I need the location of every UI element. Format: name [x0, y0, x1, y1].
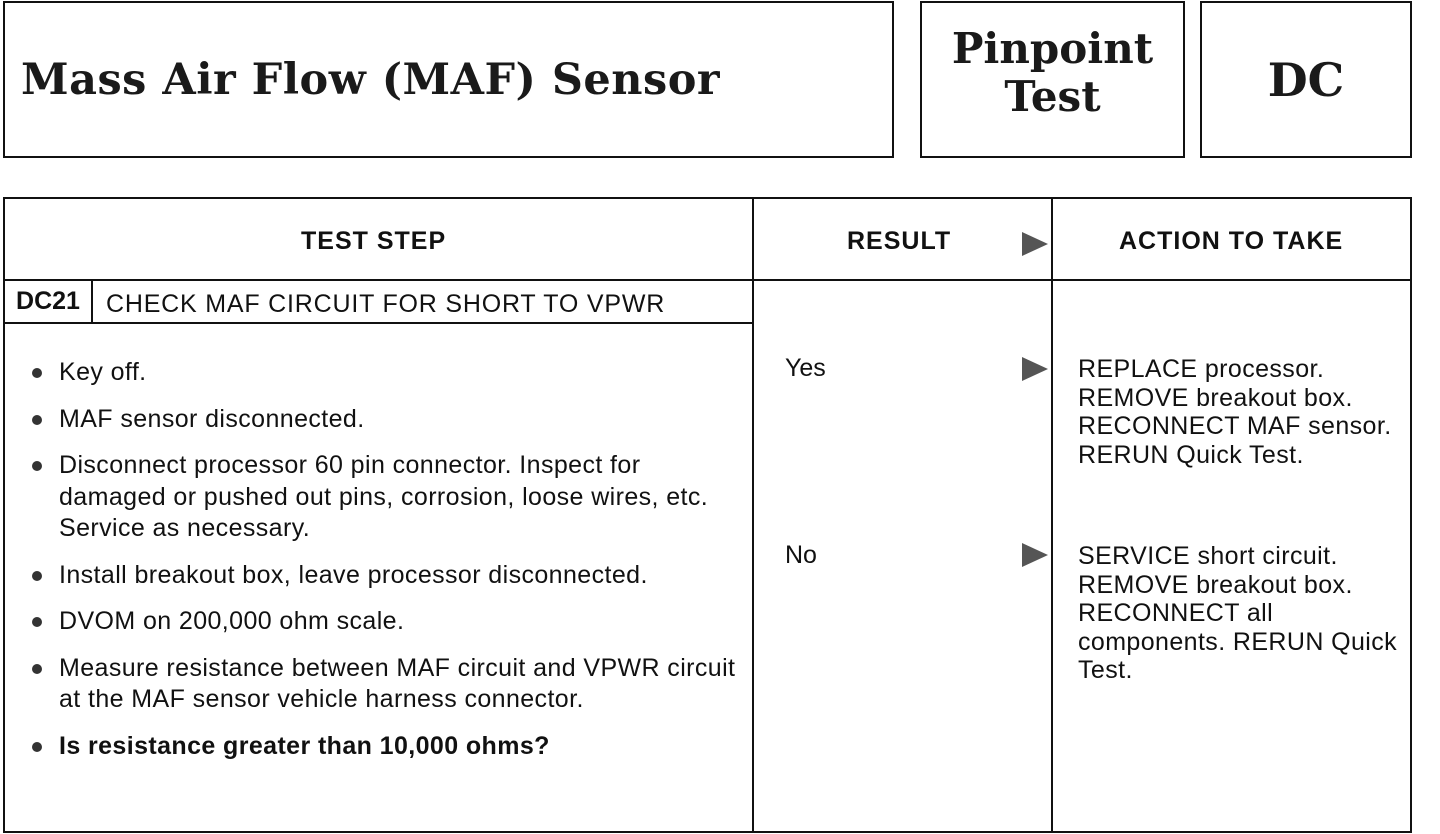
header-divider [5, 279, 1410, 281]
action-no: SERVICE short circuit. REMOVE breakout box. RECONNECT all components. RERUN Quick Test. [1078, 542, 1398, 684]
result-no: No [785, 541, 817, 569]
test-type-label [922, 25, 1183, 122]
bullet-dot-icon [32, 415, 42, 425]
step-id: DC21 [5, 281, 93, 322]
bullet-dot-icon [32, 617, 42, 627]
bullet-dot-icon [32, 461, 42, 471]
column-divider [752, 199, 754, 831]
action-yes: REPLACE processor. REMOVE breakout box. RECONNECT MAF sensor. RERUN Quick Test. [1078, 355, 1392, 469]
column-header-test-step: TEST STEP [301, 227, 447, 255]
test-type-line2: Test [1004, 72, 1101, 122]
column-header-action: ACTION TO TAKE [1119, 227, 1344, 255]
test-table [3, 197, 1412, 833]
title-box [3, 1, 894, 158]
test-code-box [1200, 1, 1412, 158]
list-item: DVOM on 200,000 ohm scale. [27, 606, 737, 638]
right-triangle-arrow-icon [1022, 357, 1048, 381]
column-divider [1051, 199, 1053, 831]
bullet-dot-icon [32, 571, 42, 581]
list-item: Disconnect processor 60 pin connector. Inspect for damaged or pushed out pins, corrosion, loose wires, etc. Service as necessary. [27, 450, 737, 545]
step-question: Is resistance greater than 10,000 ohms? [27, 731, 737, 763]
step-title: CHECK MAF CIRCUIT FOR SHORT TO VPWR [106, 290, 666, 318]
result-yes: Yes [785, 354, 826, 382]
list-item: Key off. [27, 357, 737, 389]
bullet-dot-icon [32, 664, 42, 674]
right-triangle-arrow-icon [1022, 232, 1048, 256]
column-header-result: RESULT [847, 227, 952, 255]
right-triangle-arrow-icon [1022, 543, 1048, 567]
list-item: MAF sensor disconnected. [27, 404, 737, 436]
bullet-dot-icon [32, 742, 42, 752]
test-type-box [920, 1, 1185, 158]
list-item: Install breakout box, leave processor disconnected. [27, 560, 737, 592]
test-code: DC [1267, 53, 1345, 107]
step-title-divider [5, 322, 753, 324]
test-type-line1: Pinpoint [951, 24, 1154, 73]
page-title: Mass Air Flow (MAF) Sensor [21, 55, 721, 105]
bullet-dot-icon [32, 368, 42, 378]
list-item: Measure resistance between MAF circuit and VPWR circuit at the MAF sensor vehicle harness connector. [27, 653, 737, 716]
step-instructions [27, 357, 737, 777]
